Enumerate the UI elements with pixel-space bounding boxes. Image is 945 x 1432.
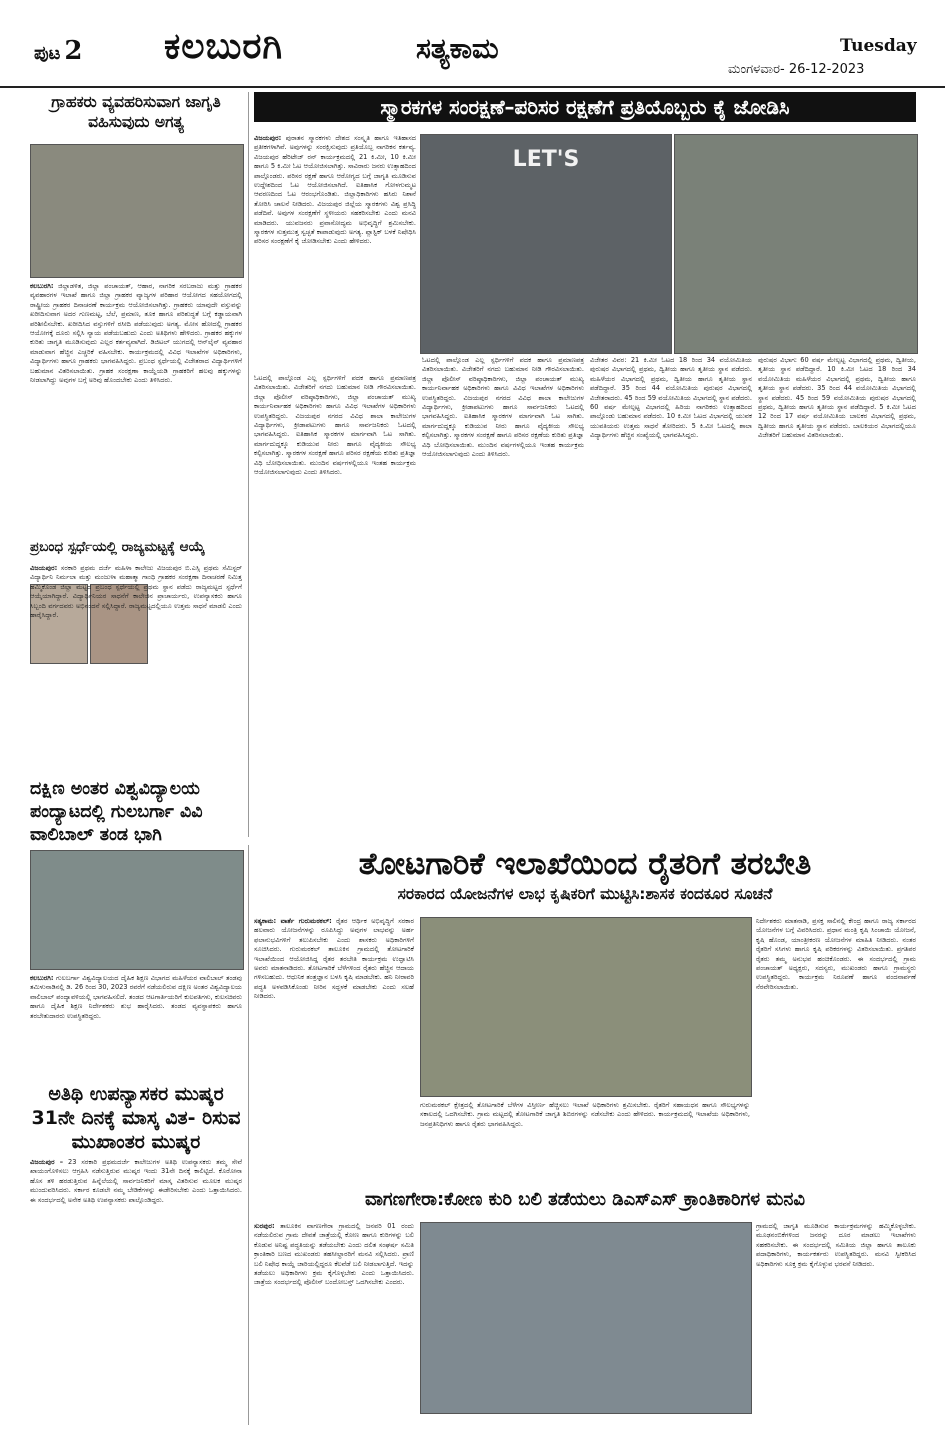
article-body: ಕಲಬುರಗಿ: ಗುಲಬರ್ಗಾ ವಿಶ್ವವಿದ್ಯಾಲಯದ ದೈಹಿಕ ಶಿಕ್ಷಣ ವಿಭಾಗದ ಮಹಿಳೆಯರ ವಾಲಿಬಾಲ್ ತಂಡವು ತಮಿಳುನಾಡಿನಲ್ಲಿ ಡಿ. 26 ರಿಂದ 30, 2023 ರವರೆಗೆ ನಡೆಯಲಿರುವ ದಕ್ಷಿಣ ಅಂತರ ವಿಶ್ವವಿದ್ಯಾಲಯ ವಾಲಿಬಾಲ್ ಪಂದ್ಯಾವಳಿಯಲ್ಲಿ ಭಾಗವಹಿಸಲಿದೆ. ತಂಡದ ಆಟಗಾರ್ತಿಯರಿಗೆ ಕುಲಪತಿಗಳು, ಕುಲಸಚಿವರು ಹಾಗೂ ದೈಹಿಕ ಶಿಕ್ಷಣ ನಿರ್ದೇಶಕರು ಶುಭ ಹಾರೈಸಿದರು. ತಂಡದ ವ್ಯವಸ್ಥಾಪಕರು ಹಾಗೂ ತರಬೇತುದಾರರು ಉಪಸ್ಥಿತರಿದ್ದರು. <box>30 974 242 1020</box>
article-body-col2: ಓಟದಲ್ಲಿ ಪಾಲ್ಗೊಂಡ ಎಲ್ಲ ಸ್ಪರ್ಧಿಗಳಿಗೆ ಪದಕ ಹಾಗೂ ಪ್ರಮಾಣಪತ್ರ ವಿತರಿಸಲಾಯಿತು. ವಿಜೇತರಿಗೆ ನಗದು ಬಹುಮಾನ ನೀಡಿ ಗೌರವಿಸಲಾಯಿತು. ಜಿಲ್ಲಾ ಪೊಲೀಸ್ ವರಿಷ್ಠಾಧಿಕಾರಿಗಳು, ಜಿಲ್ಲಾ ಪಂಚಾಯತ್ ಮುಖ್ಯ ಕಾರ್ಯನಿರ್ವಾಹಕ ಅಧಿಕಾರಿಗಳು ಹಾಗೂ ವಿವಿಧ ಇಲಾಖೆಗಳ ಅಧಿಕಾರಿಗಳು ಉಪಸ್ಥಿತರಿದ್ದರು. ವಿಜಯಪುರ ನಗರದ ವಿವಿಧ ಶಾಲಾ ಕಾಲೇಜುಗಳ ವಿದ್ಯಾರ್ಥಿಗಳು, ಕ್ರೀಡಾಪಟುಗಳು ಹಾಗೂ ಸಾರ್ವಜನಿಕರು ಓಟದಲ್ಲಿ ಭಾಗವಹಿಸಿದ್ದರು. ಐತಿಹಾಸಿಕ ಸ್ಮಾರಕಗಳ ಮಾರ್ಗವಾಗಿ ಓಟ ಸಾಗಿತು. ಮಾರ್ಗದುದ್ದಕ್ಕೂ ಕುಡಿಯುವ ನೀರು ಹಾಗೂ ವೈದ್ಯಕೀಯ ಸೌಲಭ್ಯ ಕಲ್ಪಿಸಲಾಗಿತ್ತು. ಸ್ಮಾರಕಗಳ ಸಂರಕ್ಷಣೆ ಹಾಗೂ ಪರಿಸರ ರಕ್ಷಣೆಯ ಕುರಿತು ಪ್ರತಿಜ್ಞಾ ವಿಧಿ ಬೋಧಿಸಲಾಯಿತು. ಮುಂದಿನ ವರ್ಷಗಳಲ್ಲಿಯೂ ಇಂತಹ ಕಾರ್ಯಕ್ರಮ ಆಯೋಜಿಸಲಾಗುವುದು ಎಂದು ತಿಳಿಸಿದರು. <box>422 356 584 459</box>
photo-banner-text: LET'S <box>512 147 580 172</box>
article-body-col1b: ಓಟದಲ್ಲಿ ಪಾಲ್ಗೊಂಡ ಎಲ್ಲ ಸ್ಪರ್ಧಿಗಳಿಗೆ ಪದಕ ಹಾಗೂ ಪ್ರಮಾಣಪತ್ರ ವಿತರಿಸಲಾಯಿತು. ವಿಜೇತರಿಗೆ ನಗದು ಬಹುಮಾನ ನೀಡಿ ಗೌರವಿಸಲಾಯಿತು. ಜಿಲ್ಲಾ ಪೊಲೀಸ್ ವರಿಷ್ಠಾಧಿಕಾರಿಗಳು, ಜಿಲ್ಲಾ ಪಂಚಾಯತ್ ಮುಖ್ಯ ಕಾರ್ಯನಿರ್ವಾಹಕ ಅಧಿಕಾರಿಗಳು ಹಾಗೂ ವಿವಿಧ ಇಲಾಖೆಗಳ ಅಧಿಕಾರಿಗಳು ಉಪಸ್ಥಿತರಿದ್ದರು. ವಿಜಯಪುರ ನಗರದ ವಿವಿಧ ಶಾಲಾ ಕಾಲೇಜುಗಳ ವಿದ್ಯಾರ್ಥಿಗಳು, ಕ್ರೀಡಾಪಟುಗಳು ಹಾಗೂ ಸಾರ್ವಜನಿಕರು ಓಟದಲ್ಲಿ ಭಾಗವಹಿಸಿದ್ದರು. ಐತಿಹಾಸಿಕ ಸ್ಮಾರಕಗಳ ಮಾರ್ಗವಾಗಿ ಓಟ ಸಾಗಿತು. ಮಾರ್ಗದುದ್ದಕ್ಕೂ ಕುಡಿಯುವ ನೀರು ಹಾಗೂ ವೈದ್ಯಕೀಯ ಸೌಲಭ್ಯ ಕಲ್ಪಿಸಲಾಗಿತ್ತು. ಸ್ಮಾರಕಗಳ ಸಂರಕ್ಷಣೆ ಹಾಗೂ ಪರಿಸರ ರಕ್ಷಣೆಯ ಕುರಿತು ಪ್ರತಿಜ್ಞಾ ವಿಧಿ ಬೋಧಿಸಲಾಯಿತು. ಮುಂದಿನ ವರ್ಷಗಳಲ್ಲಿಯೂ ಇಂತಹ ಕಾರ್ಯಕ್ರಮ ಆಯೋಜಿಸಲಾಗುವುದು ಎಂದು ತಿಳಿಸಿದರು. <box>254 374 416 477</box>
date-kannada: ಮಂಗಳವಾರ- 26-12-2023 <box>728 62 865 77</box>
article-essay-competition <box>30 539 242 620</box>
article-body-right: ನಿರ್ದೇಶಕರು ಮಾತನಾಡಿ, ಪ್ರಸಕ್ತ ಸಾಲಿನಲ್ಲಿ ಕೇಂದ್ರ ಹಾಗೂ ರಾಜ್ಯ ಸರ್ಕಾರದ ಯೋಜನೆಗಳ ಬಗ್ಗೆ ವಿವರಿಸಿದರು. ಪ್ರಧಾನ ಮಂತ್ರಿ ಕೃಷಿ ಸಿಂಚಾಯಿ ಯೋಜನೆ, ಕೃಷಿ ಹೊಂಡ, ಯಾಂತ್ರೀಕರಣ ಯೋಜನೆಗಳ ಮಾಹಿತಿ ನೀಡಿದರು. ನಂತರ ರೈತರಿಗೆ ಸಸಿಗಳು ಹಾಗೂ ಕೃಷಿ ಪರಿಕರಗಳನ್ನು ವಿತರಿಸಲಾಯಿತು. ಪ್ರಗತಿಪರ ರೈತರು ತಮ್ಮ ಅನುಭವ ಹಂಚಿಕೊಂಡರು. ಈ ಸಂದರ್ಭದಲ್ಲಿ ಗ್ರಾಮ ಪಂಚಾಯತ್ ಅಧ್ಯಕ್ಷರು, ಸದಸ್ಯರು, ಮುಖಂಡರು ಹಾಗೂ ಗ್ರಾಮಸ್ಥರು ಉಪಸ್ಥಿತರಿದ್ದರು. ಕಾರ್ಯಕ್ರಮ ನಿರೂಪಣೆ ಹಾಗೂ ವಂದನಾರ್ಪಣೆ ನೆರವೇರಿಸಲಾಯಿತು. <box>756 917 916 991</box>
article-horticulture-training <box>254 845 916 1180</box>
article-photo <box>30 144 244 278</box>
article-body: ಕಲಬುರಗಿ: ಜಿಲ್ಲಾಡಳಿತ, ಜಿಲ್ಲಾ ಪಂಚಾಯತ್, ಆಹಾರ, ನಾಗರಿಕ ಸರಬರಾಜು ಮತ್ತು ಗ್ರಾಹಕರ ವ್ಯವಹಾರಗಳ ಇಲಾಖೆ ಹಾಗೂ ಜಿಲ್ಲಾ ಗ್ರಾಹಕರ ವ್ಯಾಜ್ಯಗಳ ಪರಿಹಾರ ಆಯೋಗದ ಸಹಯೋಗದಲ್ಲಿ ರಾಷ್ಟ್ರೀಯ ಗ್ರಾಹಕರ ದಿನಾಚರಣೆ ಕಾರ್ಯಕ್ರಮ ಆಯೋಜಿಸಲಾಗಿತ್ತು. ಗ್ರಾಹಕರು ಯಾವುದೇ ವಸ್ತುವನ್ನು ಖರೀದಿಸುವಾಗ ಅದರ ಗುಣಮಟ್ಟ, ಬೆಲೆ, ಪ್ರಮಾಣ, ತೂಕ ಹಾಗೂ ಪರಿಶುದ್ಧತೆ ಬಗ್ಗೆ ಕಡ್ಡಾಯವಾಗಿ ಪರಿಶೀಲಿಸಬೇಕು. ಖರೀದಿಸಿದ ವಸ್ತುಗಳಿಗೆ ರಸೀದಿ ಪಡೆಯುವುದು ಅಗತ್ಯ. ಮೋಸ ಹೋದಲ್ಲಿ ಗ್ರಾಹಕರ ಆಯೋಗಕ್ಕೆ ದೂರು ಸಲ್ಲಿಸಿ ನ್ಯಾಯ ಪಡೆಯಬಹುದು ಎಂದು ಅತಿಥಿಗಳು ಹೇಳಿದರು. ಗ್ರಾಹಕರ ಹಕ್ಕುಗಳ ಕುರಿತು ಜಾಗೃತಿ ಮೂಡಿಸುವುದು ಎಲ್ಲರ ಕರ್ತವ್ಯವಾಗಿದೆ. ಡಿಜಿಟಲ್ ಯುಗದಲ್ಲಿ ಆನ್‌ಲೈನ್ ವ್ಯವಹಾರ ಮಾಡುವಾಗ ಹೆಚ್ಚಿನ ಎಚ್ಚರಿಕೆ ವಹಿಸಬೇಕು. ಕಾರ್ಯಕ್ರಮದಲ್ಲಿ ವಿವಿಧ ಇಲಾಖೆಗಳ ಅಧಿಕಾರಿಗಳು, ವಿದ್ಯಾರ್ಥಿಗಳು ಹಾಗೂ ಗ್ರಾಹಕರು ಭಾಗವಹಿಸಿದ್ದರು. ಪ್ರಬಂಧ ಸ್ಪರ್ಧೆಯಲ್ಲಿ ವಿಜೇತರಾದ ವಿದ್ಯಾರ್ಥಿಗಳಿಗೆ ಬಹುಮಾನ ವಿತರಿಸಲಾಯಿತು. ಗ್ರಾಹಕ ಸಂರಕ್ಷಣಾ ಕಾಯ್ದೆಯಡಿ ಗ್ರಾಹಕರಿಗೆ ಹಲವು ಹಕ್ಕುಗಳನ್ನು ನೀಡಲಾಗಿದ್ದು ಅವುಗಳ ಬಗ್ಗೆ ಅರಿವು ಹೊಂದಬೇಕು ಎಂದು ತಿಳಿಸಿದರು. <box>30 282 242 385</box>
page-number: 2 <box>64 36 83 66</box>
article-body-col1: ವಿಜಯಪುರ: ಪುರಾತನ ಸ್ಮಾರಕಗಳು ದೇಶದ ಸಂಸ್ಕೃತಿ ಹಾಗೂ ಇತಿಹಾಸದ ಪ್ರತೀಕಗಳಾಗಿವೆ. ಅವುಗಳನ್ನು ಸಂರಕ್ಷಿಸುವುದು ಪ್ರತಿಯೊಬ್ಬ ನಾಗರಿಕನ ಕರ್ತವ್ಯ. ವಿಜಯಪುರ ಹೆರಿಟೇಜ್ ರನ್ ಕಾರ್ಯಕ್ರಮದಲ್ಲಿ 21 ಕಿ.ಮೀ, 10 ಕಿ.ಮೀ ಹಾಗೂ 5 ಕಿ.ಮೀ ಓಟ ಆಯೋಜಿಸಲಾಗಿತ್ತು. ಸಾವಿರಾರು ಜನರು ಉತ್ಸಾಹದಿಂದ ಪಾಲ್ಗೊಂಡರು. ಪರಿಸರ ರಕ್ಷಣೆ ಹಾಗೂ ಆರೋಗ್ಯದ ಬಗ್ಗೆ ಜಾಗೃತಿ ಮೂಡಿಸುವ ಉದ್ದೇಶದಿಂದ ಓಟ ಆಯೋಜಿಸಲಾಗಿದೆ. ಐತಿಹಾಸಿಕ ಗೋಳಗುಮ್ಮಟ ಆವರಣದಿಂದ ಓಟ ಆರಂಭಗೊಂಡಿತು. ಜಿಲ್ಲಾಧಿಕಾರಿಗಳು ಹಸಿರು ನಿಶಾನೆ ತೋರಿಸಿ ಚಾಲನೆ ನೀಡಿದರು. ವಿಜಯಪುರ ಜಿಲ್ಲೆಯ ಸ್ಮಾರಕಗಳು ವಿಶ್ವ ಪ್ರಸಿದ್ಧಿ ಪಡೆದಿವೆ. ಅವುಗಳ ಸಂರಕ್ಷಣೆಗೆ ಸ್ಥಳೀಯರು ಸಹಕರಿಸಬೇಕು ಎಂದು ಮನವಿ ಮಾಡಿದರು. ಯುವಜನರು ಪ್ರವಾಸೋದ್ಯಮ ಅಭಿವೃದ್ಧಿಗೆ ಶ್ರಮಿಸಬೇಕು. ಸ್ಮಾರಕಗಳ ಸುತ್ತಮುತ್ತ ಸ್ವಚ್ಛತೆ ಕಾಪಾಡುವುದು ಅಗತ್ಯ. ಪ್ಲಾಸ್ಟಿಕ್ ಬಳಕೆ ನಿಷೇಧಿಸಿ ಪರಿಸರ ಸಂರಕ್ಷಣೆಗೆ ಕೈ ಜೋಡಿಸಬೇಕು ಎಂದು ಹೇಳಿದರು. <box>254 134 416 246</box>
article-body: ವಿಜಯಪುರ – 23 ಸರಕಾರಿ ಪ್ರಥಮದರ್ಜೆ ಕಾಲೇಜುಗಳ ಅತಿಥಿ ಉಪನ್ಯಾಸಕರು ತಮ್ಮ ಸೇವೆ ಖಾಯಂಗೊಳಿಸಲು ಆಗ್ರಹಿಸಿ ನಡೆಸುತ್ತಿರುವ ಮುಷ್ಕರ ಇಂದು 31ನೇ ದಿನಕ್ಕೆ ಕಾಲಿಟ್ಟಿದೆ. ಕೊರೋನಾ ಹೊಸ ತಳಿ ಹರಡುತ್ತಿರುವ ಹಿನ್ನೆಲೆಯಲ್ಲಿ ಸಾರ್ವಜನಿಕರಿಗೆ ಮಾಸ್ಕ ವಿತರಿಸುವ ಮೂಲಕ ಮುಷ್ಕರ ಮುಂದುವರಿಸಿದರು. ಸರ್ಕಾರ ಕೂಡಲೇ ನಮ್ಮ ಬೇಡಿಕೆಗಳನ್ನು ಈಡೇರಿಸಬೇಕು ಎಂದು ಒತ್ತಾಯಿಸಿದರು. ಈ ಸಂದರ್ಭದಲ್ಲಿ ಅನೇಕ ಅತಿಥಿ ಉಪನ್ಯಾಸಕರು ಪಾಲ್ಗೊಂಡಿದ್ದರು. <box>30 1158 242 1204</box>
column-divider <box>248 845 249 1425</box>
article-body-left: ಸುರಪುರ: ತಾಲೂಕಿನ ವಾಗಣಗೇರಾ ಗ್ರಾಮದಲ್ಲಿ ಜನವರಿ 01 ರಂದು ನಡೆಯಲಿರುವ ಗ್ರಾಮ ದೇವತೆ ಜಾತ್ರೆಯಲ್ಲಿ ಕೋಣ ಹಾಗೂ ಕುರಿಗಳನ್ನು ಬಲಿ ಕೊಡುವ ಅನಿಷ್ಟ ಪದ್ಧತಿಯನ್ನು ತಡೆಯಬೇಕು ಎಂದು ದಲಿತ ಸಂಘರ್ಷ ಸಮಿತಿ ಕ್ರಾಂತಿಕಾರಿ ಬಣದ ಮುಖಂಡರು ತಹಸೀಲ್ದಾರರಿಗೆ ಮನವಿ ಸಲ್ಲಿಸಿದರು. ಪ್ರಾಣಿ ಬಲಿ ನಿಷೇಧ ಕಾಯ್ದೆ ಜಾರಿಯಲ್ಲಿದ್ದರೂ ಕೆಲವೆಡೆ ಬಲಿ ನೀಡಲಾಗುತ್ತಿದೆ. ಇದನ್ನು ತಡೆಯಲು ಅಧಿಕಾರಿಗಳು ಕ್ರಮ ಕೈಗೊಳ್ಳಬೇಕು ಎಂದು ಒತ್ತಾಯಿಸಿದರು. ಜಾತ್ರೆಯ ಸಂದರ್ಭದಲ್ಲಿ ಪೊಲೀಸ್ ಬಂದೋಬಸ್ತ್ ಒದಗಿಸಬೇಕು ಎಂದರು. <box>254 1222 414 1287</box>
article-headline: ವಾಗಣಗೇರಾ:ಕೋಣ ಕುರಿ ಬಲಿ ತಡೆಯಲು ಡಿಎಸ್ಎಸ್ ಕ್ರಾಂತಿಕಾರಿಗಳ ಮನವಿ <box>365 1189 805 1210</box>
article-headline: ಪ್ರಬಂಧ ಸ್ಪರ್ಧೆಯಲ್ಲಿ ರಾಜ್ಯಮಟ್ಟಕ್ಕೆ ಆಯ್ಕೆ <box>30 539 205 555</box>
article-headline: ಗ್ರಾಹಕರು ವ್ಯವಹರಿಸುವಾಗ ಜಾಗೃತಿ ವಹಿಸುವುದು ಅಗತ್ಯ <box>51 93 221 131</box>
article-body: ವಿಜಯಪುರ: ಸರಕಾರಿ ಪ್ರಥಮ ದರ್ಜೆ ಮಹಿಳಾ ಕಾಲೇಜು ವಿಜಯಪುರ ಬಿ.ಎಸ್ಸಿ ಪ್ರಥಮ ಸೆಮಿಸ್ಟರ್ ವಿದ್ಯಾರ್ಥಿನಿ ನಿರ್ಮಲಾ ಮತ್ತು ಮಂಜುಳಾ ಮಹಾತ್ಮಾ ಗಾಂಧಿ ಗ್ರಾಹಕರ ಸಂರಕ್ಷಣಾ ದಿನಾಚರಣೆ ನಿಮಿತ್ತ ಹಮ್ಮಿಕೊಂಡ ಜಿಲ್ಲಾ ಮಟ್ಟದ ಪ್ರಬಂಧ ಸ್ಪರ್ಧೆಯಲ್ಲಿ ಪ್ರಥಮ ಸ್ಥಾನ ಪಡೆದು ರಾಜ್ಯಮಟ್ಟದ ಸ್ಪರ್ಧೆಗೆ ಆಯ್ಕೆಯಾಗಿದ್ದಾರೆ. ವಿದ್ಯಾರ್ಥಿನಿಯರ ಸಾಧನೆಗೆ ಕಾಲೇಜಿನ ಪ್ರಾಚಾರ್ಯರು, ಉಪನ್ಯಾಸಕರು ಹಾಗೂ ಸಿಬ್ಬಂದಿ ವರ್ಗದವರು ಅಭಿನಂದನೆ ಸಲ್ಲಿಸಿದ್ದಾರೆ. ರಾಜ್ಯಮಟ್ಟದಲ್ಲಿಯೂ ಉತ್ತಮ ಸಾಧನೆ ಮಾಡಲಿ ಎಂದು ಹಾರೈಸಿದ್ದಾರೆ. <box>30 564 242 620</box>
article-guest-lecturers <box>30 1082 242 1204</box>
article-body-center: ಗುರುಮಠಕಲ್ ಕ್ಷೇತ್ರದಲ್ಲಿ ತೋಟಗಾರಿಕೆ ಬೆಳೆಗಳ ವಿಸ್ತೀರ್ಣ ಹೆಚ್ಚಿಸಲು ಇಲಾಖೆ ಅಧಿಕಾರಿಗಳು ಶ್ರಮಿಸಬೇಕು. ರೈತರಿಗೆ ಸಹಾಯಧನ ಹಾಗೂ ಸೌಲಭ್ಯಗಳನ್ನು ಸಕಾಲದಲ್ಲಿ ಒದಗಿಸಬೇಕು. ಗ್ರಾಮ ಮಟ್ಟದಲ್ಲಿ ತೋಟಗಾರಿಕೆ ಜಾಗೃತಿ ಶಿಬಿರಗಳನ್ನು ನಡೆಸಬೇಕು ಎಂದು ಹೇಳಿದರು. ಕಾರ್ಯಕ್ರಮದಲ್ಲಿ ಇಲಾಖೆಯ ಅಧಿಕಾರಿಗಳು, ಜನಪ್ರತಿನಿಧಿಗಳು ಹಾಗೂ ರೈತರು ಭಾಗವಹಿಸಿದ್ದರು. <box>420 1101 750 1128</box>
article-headline: ಸ್ಮಾರಕಗಳ ಸಂರಕ್ಷಣೆ–ಪರಿಸರ ರಕ್ಷಣೆಗೆ ಪ್ರತಿಯೊಬ್ಬರು ಕೈ ಜೋಡಿಸಿ <box>254 92 916 122</box>
article-photo-felicitation <box>420 917 752 1097</box>
article-body-right: ಗ್ರಾಮದಲ್ಲಿ ಜಾಗೃತಿ ಮೂಡಿಸುವ ಕಾರ್ಯಕ್ರಮಗಳನ್ನು ಹಮ್ಮಿಕೊಳ್ಳಬೇಕು. ಮೂಢನಂಬಿಕೆಗಳಿಂದ ಜನರನ್ನು ದೂರ ಮಾಡಲು ಇಲಾಖೆಗಳು ಸಹಕರಿಸಬೇಕು. ಈ ಸಂದರ್ಭದಲ್ಲಿ ಸಮಿತಿಯ ಜಿಲ್ಲಾ ಹಾಗೂ ತಾಲೂಕು ಪದಾಧಿಕಾರಿಗಳು, ಕಾರ್ಯಕರ್ತರು ಉಪಸ್ಥಿತರಿದ್ದರು. ಮನವಿ ಸ್ವೀಕರಿಸಿದ ಅಧಿಕಾರಿಗಳು ಸೂಕ್ತ ಕ್ರಮ ಕೈಗೊಳ್ಳುವ ಭರವಸೆ ನೀಡಿದರು. <box>756 1222 916 1268</box>
article-subheadline: ಸರಕಾರದ ಯೋಜನೆಗಳ ಲಾಭ ಕೃಷಿಕರಿಗೆ ಮುಟ್ಟಿಸಿ:ಶಾಸಕ ಕಂದಕೂರ ಸೂಚನೆ <box>397 885 773 903</box>
article-headline: ತೋಟಗಾರಿಕೆ ಇಲಾಖೆಯಿಂದ ರೈತರಿಗೆ ತರಬೇತಿ <box>358 846 812 882</box>
article-headline: ದಕ್ಷಿಣ ಅಂತರ ವಿಶ್ವವಿದ್ಯಾಲಯ ಪಂದ್ಯಾಟದಲ್ಲಿ ಗುಲಬರ್ಗಾ ವಿವಿ ವಾಲಿಬಾಲ್ ತಂಡ ಭಾಗಿ <box>30 779 203 845</box>
article-headline: ಅತಿಥಿ ಉಪನ್ಯಾಸಕರ ಮುಷ್ಕರ 31ನೇ ದಿನಕ್ಕೆ ಮಾಸ್ಕ ವಿತ- ರಿಸುವ ಮುಖಾಂತರ ಮುಷ್ಕರ <box>31 1083 241 1153</box>
newspaper-name: ಸತ್ಯಕಾಮ <box>416 32 499 65</box>
article-photo <box>30 850 244 970</box>
day-english: Tuesday <box>840 36 917 56</box>
article-dss-petition <box>254 1188 916 1426</box>
column-divider <box>248 92 249 837</box>
edition-city: ಕಲಬುರಗಿ <box>164 26 284 67</box>
article-photo-felicitation <box>420 134 672 354</box>
article-heritage-run <box>254 92 916 837</box>
masthead <box>0 0 945 88</box>
article-body-left: ಸತ್ಯಕಾಮ: ವಾರ್ತೆ ಗುರುಮಠಕಲ್: ರೈತರ ಆರ್ಥಿಕ ಅಭಿವೃದ್ಧಿಗೆ ಸರಕಾರ ಹಲವಾರು ಯೋಜನೆಗಳನ್ನು ರೂಪಿಸಿದ್ದು ಅವುಗಳ ಲಾಭವನ್ನು ಅರ್ಹ ಫಲಾನುಭವಿಗಳಿಗೆ ತಲುಪಿಸಬೇಕು ಎಂದು ಶಾಸಕರು ಅಧಿಕಾರಿಗಳಿಗೆ ಸೂಚಿಸಿದರು. ಗುರುಮಠಕಲ್ ತಾಲೂಕಿನ ಗ್ರಾಮದಲ್ಲಿ ತೋಟಗಾರಿಕೆ ಇಲಾಖೆಯಿಂದ ಆಯೋಜಿಸಿದ್ದ ರೈತರ ತರಬೇತಿ ಕಾರ್ಯಕ್ರಮ ಉದ್ಘಾಟಿಸಿ ಅವರು ಮಾತನಾಡಿದರು. ತೋಟಗಾರಿಕೆ ಬೆಳೆಗಳಿಂದ ರೈತರು ಹೆಚ್ಚಿನ ಆದಾಯ ಗಳಿಸಬಹುದು. ಆಧುನಿಕ ತಂತ್ರಜ್ಞಾನ ಬಳಸಿ ಕೃಷಿ ಮಾಡಬೇಕು. ಹನಿ ನೀರಾವರಿ ಪದ್ಧತಿ ಅಳವಡಿಸಿಕೊಂಡು ನೀರಿನ ಸದ್ಬಳಕೆ ಮಾಡಬೇಕು ಎಂದು ಸಲಹೆ ನೀಡಿದರು. <box>254 917 414 1001</box>
article-volleyball-team <box>30 778 242 1020</box>
article-photo-petition <box>420 1222 752 1414</box>
article-body-col3: ವಿಜೇತರ ವಿವರ: 21 ಕಿ.ಮೀ ಓಟದ 18 ರಿಂದ 34 ವಯೋಮಿತಿಯ ಪುರುಷರ ವಿಭಾಗದಲ್ಲಿ ಪ್ರಥಮ, ದ್ವಿತೀಯ ಹಾಗೂ ತೃತೀಯ ಸ್ಥಾನ ಪಡೆದರು. ಮಹಿಳೆಯರ ವಿಭಾಗದಲ್ಲಿ ಪ್ರಥಮ, ದ್ವಿತೀಯ ಹಾಗೂ ತೃತೀಯ ಸ್ಥಾನ ಪಡೆದಿದ್ದಾರೆ. 35 ರಿಂದ 44 ವಯೋಮಿತಿಯ ಪುರುಷರ ವಿಭಾಗದಲ್ಲಿ ವಿಜೇತರಾದರು. 45 ರಿಂದ 59 ವಯೋಮಿತಿಯ ವಿಭಾಗದಲ್ಲಿ ಸ್ಥಾನ ಪಡೆದರು. 60 ವರ್ಷ ಮೇಲ್ಪಟ್ಟ ವಿಭಾಗದಲ್ಲಿ ಹಿರಿಯ ನಾಗರಿಕರು ಉತ್ಸಾಹದಿಂದ ಪಾಲ್ಗೊಂಡು ಬಹುಮಾನ ಪಡೆದರು. 10 ಕಿ.ಮೀ ಓಟದ ವಿಭಾಗದಲ್ಲಿ ಯುವಕ ಯುವತಿಯರು ಉತ್ತಮ ಸಾಧನೆ ತೋರಿದರು. 5 ಕಿ.ಮೀ ಓಟದಲ್ಲಿ ಶಾಲಾ ವಿದ್ಯಾರ್ಥಿಗಳು ಹೆಚ್ಚಿನ ಸಂಖ್ಯೆಯಲ್ಲಿ ಭಾಗವಹಿಸಿದ್ದರು. <box>590 356 752 440</box>
article-photo-runners <box>674 134 918 354</box>
page-label: ಪುಟ 2 <box>34 36 83 66</box>
article-body-col4: ಪುರುಷರ ವಿಭಾಗ: 60 ವರ್ಷ ಮೇಲ್ಪಟ್ಟ ವಿಭಾಗದಲ್ಲಿ ಪ್ರಥಮ, ದ್ವಿತೀಯ, ತೃತೀಯ ಸ್ಥಾನ ಪಡೆದಿದ್ದಾರೆ. 10 ಕಿ.ಮೀ ಓಟದ 18 ರಿಂದ 34 ವಯೋಮಿತಿಯ ಮಹಿಳೆಯರ ವಿಭಾಗದಲ್ಲಿ ಪ್ರಥಮ, ದ್ವಿತೀಯ ಹಾಗೂ ತೃತೀಯ ಸ್ಥಾನ ಪಡೆದರು. 35 ರಿಂದ 44 ವಯೋಮಿತಿಯ ವಿಭಾಗದಲ್ಲಿ ಸ್ಥಾನ ಪಡೆದರು. 45 ರಿಂದ 59 ವಯೋಮಿತಿಯ ಪುರುಷರ ವಿಭಾಗದಲ್ಲಿ ಪ್ರಥಮ, ದ್ವಿತೀಯ ಹಾಗೂ ತೃತೀಯ ಸ್ಥಾನ ಪಡೆದಿದ್ದಾರೆ. 5 ಕಿ.ಮೀ ಓಟದ 12 ರಿಂದ 17 ವರ್ಷ ವಯೋಮಿತಿಯ ಬಾಲಕರ ವಿಭಾಗದಲ್ಲಿ ಪ್ರಥಮ, ದ್ವಿತೀಯ ಹಾಗೂ ತೃತೀಯ ಸ್ಥಾನ ಪಡೆದರು. ಬಾಲಕಿಯರ ವಿಭಾಗದಲ್ಲಿಯೂ ವಿಜೇತರಿಗೆ ಬಹುಮಾನ ವಿತರಿಸಲಾಯಿತು. <box>758 356 916 440</box>
article-consumer-awareness <box>30 92 242 385</box>
